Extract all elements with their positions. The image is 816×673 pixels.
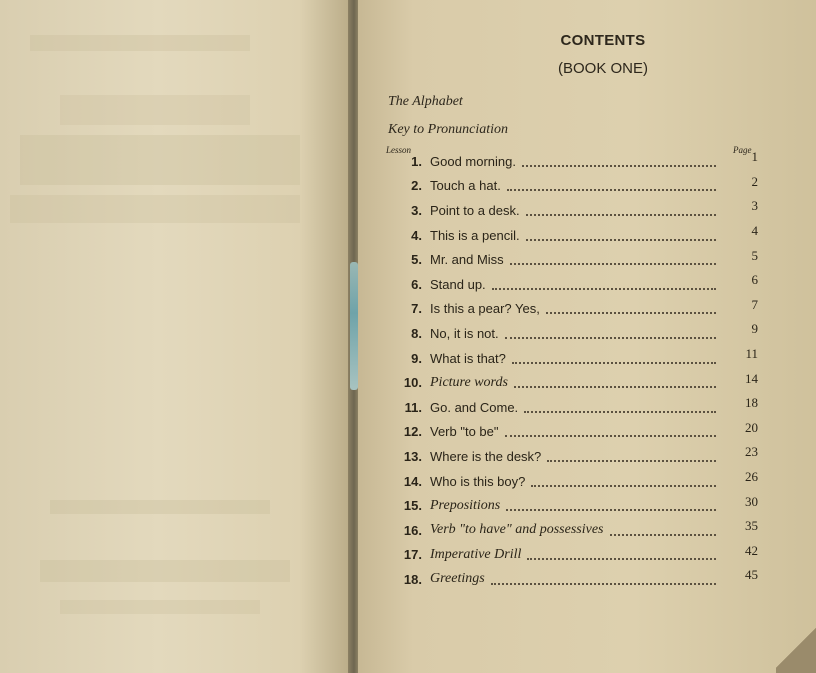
dot-leader <box>526 238 716 241</box>
page-number: 1 <box>751 149 758 165</box>
dot-leader <box>546 311 716 314</box>
list-item <box>388 395 758 420</box>
dot-leader <box>512 361 716 364</box>
lesson-title: Point to a desk. <box>430 202 520 218</box>
lesson-title: What is that? <box>430 350 506 366</box>
list-item <box>388 420 758 445</box>
dot-leader <box>526 213 716 216</box>
dot-leader <box>531 484 716 487</box>
lesson-title: Where is the desk? <box>430 448 542 464</box>
lesson-title: Verb "to be" <box>430 424 499 440</box>
dot-leader <box>505 434 717 437</box>
lesson-title: Is this a pear? Yes, <box>430 301 540 317</box>
lesson-title: Imperative Drill <box>430 546 522 562</box>
lesson-title: Go. and Come. <box>430 399 519 415</box>
front-matter-alphabet: The Alphabet <box>388 94 463 109</box>
lesson-number: 1. <box>411 153 422 169</box>
page-number: 11 <box>745 346 758 362</box>
lesson-number: 6. <box>411 276 422 292</box>
lesson-title: Good morning. <box>430 153 516 169</box>
lesson-title: No, it is not. <box>430 325 499 341</box>
page-title: CONTENTS <box>560 32 646 49</box>
dot-leader <box>507 188 716 191</box>
page-number: 42 <box>745 542 758 558</box>
dot-leader <box>527 557 716 560</box>
dot-leader <box>505 336 716 339</box>
left-page-bleed-through <box>0 0 352 673</box>
lesson-number: 11. <box>404 399 422 415</box>
lesson-number: 2. <box>411 178 422 194</box>
dot-leader <box>492 287 716 290</box>
list-item <box>388 223 758 248</box>
list-item <box>388 543 758 568</box>
page-number: 6 <box>751 272 758 288</box>
list-item <box>388 444 758 469</box>
dot-leader <box>510 262 716 265</box>
lesson-title: Touch a hat. <box>430 178 501 194</box>
list-item <box>388 297 758 322</box>
lesson-column-header: Lesson <box>386 145 412 155</box>
dot-leader <box>524 410 716 413</box>
lesson-title: Picture words <box>430 374 508 390</box>
lesson-number: 16. <box>403 522 422 538</box>
dog-eared-corner <box>776 623 816 673</box>
list-item <box>388 518 758 543</box>
page-number: 14 <box>745 370 758 386</box>
lesson-number: 8. <box>411 325 422 341</box>
page-column-header: Page <box>733 145 752 155</box>
lesson-title: Verb "to have" and possessives <box>430 522 604 538</box>
dot-leader <box>610 533 716 536</box>
front-matter-pronunciation: Key to Pronunciation <box>388 122 509 137</box>
page-number: 20 <box>745 419 758 435</box>
page-number: 18 <box>745 395 758 411</box>
list-item <box>388 321 758 346</box>
lesson-number: 4. <box>411 227 422 243</box>
dot-leader <box>547 459 716 462</box>
binding-tape <box>350 262 358 390</box>
lesson-number: 18. <box>403 571 422 587</box>
lesson-number: 7. <box>411 301 422 317</box>
page-number: 5 <box>751 247 758 263</box>
list-item <box>388 469 758 494</box>
lesson-title: Mr. and Miss <box>430 252 504 268</box>
list-item <box>388 247 758 272</box>
list-item <box>388 198 758 223</box>
bleed-through-marks <box>0 0 352 673</box>
lesson-title: Greetings <box>430 571 485 587</box>
list-item <box>388 567 758 592</box>
lesson-number: 5. <box>411 252 422 268</box>
lesson-number: 3. <box>411 202 422 218</box>
lesson-number: 17. <box>403 547 422 563</box>
page-number: 35 <box>745 518 758 534</box>
page-number: 45 <box>745 567 758 583</box>
contents-page <box>358 0 816 673</box>
page-number: 7 <box>751 296 758 312</box>
dot-leader <box>522 164 716 167</box>
lesson-title: This is a pencil. <box>430 227 520 243</box>
page-number: 23 <box>745 444 758 460</box>
dot-leader <box>491 582 716 585</box>
page-number: 4 <box>751 223 758 239</box>
page-number: 2 <box>751 173 758 189</box>
page-number: 26 <box>745 469 758 485</box>
lesson-title: Stand up. <box>430 276 486 292</box>
list-item <box>388 174 758 199</box>
dot-leader <box>514 385 716 388</box>
lesson-number: 15. <box>403 498 422 514</box>
page-number: 3 <box>751 198 758 214</box>
list-item <box>388 149 758 174</box>
page-number: 9 <box>751 321 758 337</box>
lesson-number: 12. <box>403 424 422 440</box>
page-number: 30 <box>745 493 758 509</box>
list-item <box>388 272 758 297</box>
lesson-list <box>388 149 758 592</box>
lesson-title: Who is this boy? <box>430 473 526 489</box>
page-subtitle: (BOOK ONE) <box>557 60 648 77</box>
list-item <box>388 493 758 518</box>
list-item <box>388 346 758 371</box>
lesson-number: 10. <box>403 375 422 391</box>
list-item <box>388 370 758 395</box>
lesson-number: 9. <box>411 350 422 366</box>
dot-leader <box>506 508 716 511</box>
lesson-number: 14. <box>403 473 422 489</box>
lesson-number: 13. <box>403 448 422 464</box>
lesson-title: Prepositions <box>430 497 501 513</box>
